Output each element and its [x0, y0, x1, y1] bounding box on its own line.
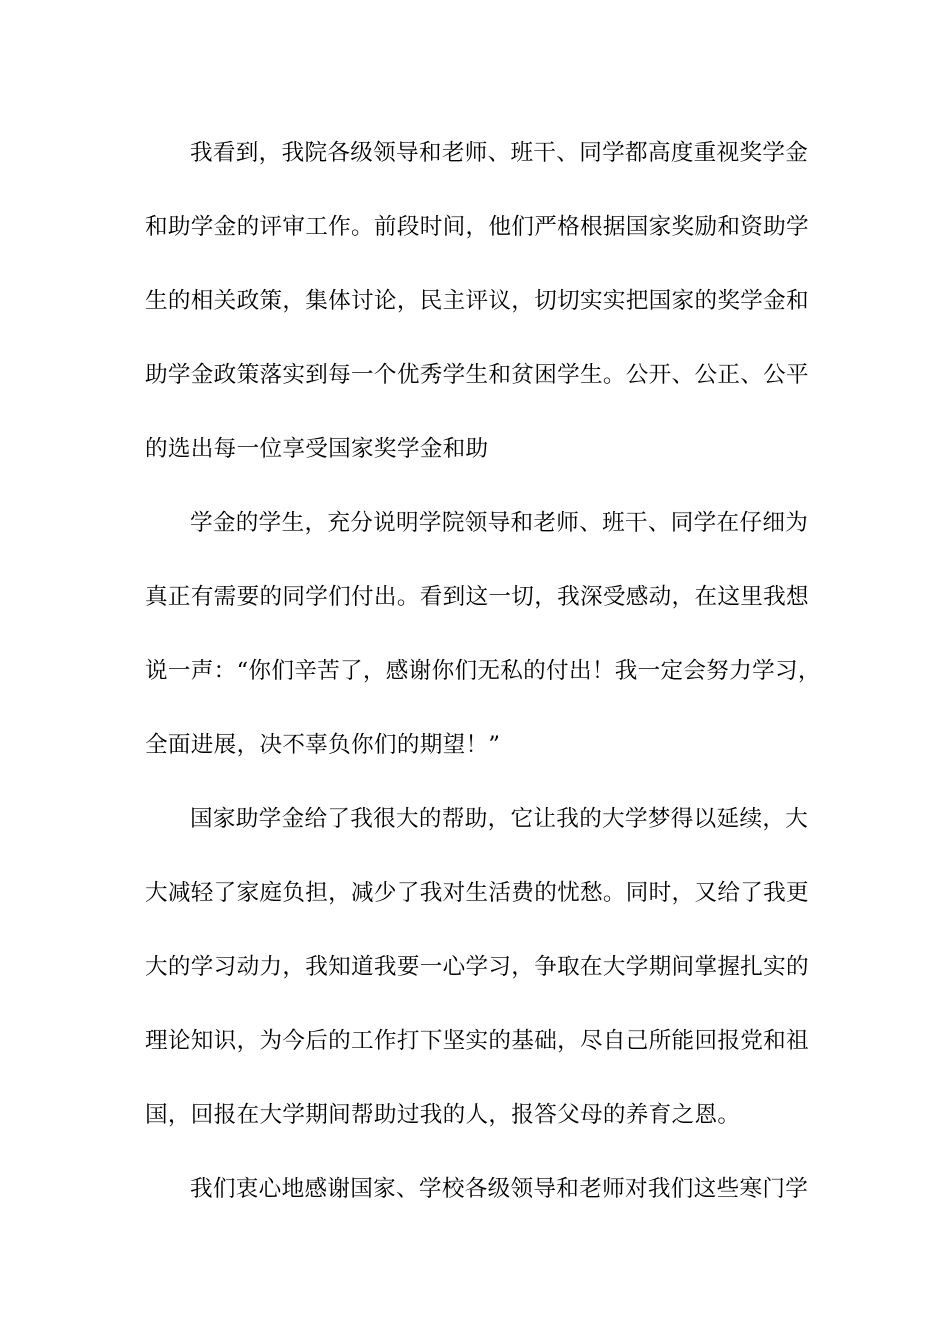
text-line: 我们衷心地感谢国家、学校各级领导和老师对我们这些寒门学: [190, 1176, 809, 1202]
text-line: 说一声：“你们辛苦了，感谢你们无私的付出！我一定会努力学习，: [145, 658, 821, 684]
text-line: 学金的学生，充分说明学院领导和老师、班干、同学在仔细为: [190, 510, 809, 536]
paragraph: [145, 131, 825, 501]
text-line: 和助学金的评审工作。前段时间，他们严格根据国家奖励和资助学: [145, 214, 809, 240]
text-line: 助学金政策落实到每一个优秀学生和贫困学生。公开、公正、公平: [145, 362, 809, 388]
text-line: 真正有需要的同学们付出。看到这一切，我深受感动，在这里我想: [145, 584, 809, 610]
text-line: 国家助学金给了我很大的帮助，它让我的大学梦得以延续，大: [190, 806, 809, 832]
text-line: 国，回报在大学期间帮助过我的人，报答父母的养育之恩。: [145, 1102, 741, 1128]
paragraph: [145, 1167, 825, 1241]
document-body: [145, 131, 825, 1241]
text-line: 的选出每一位享受国家奖学金和助: [145, 436, 489, 462]
text-line: 理论知识，为今后的工作打下坚实的基础，尽自己所能回报党和祖: [145, 1028, 809, 1054]
text-line: 全面进展，决不辜负你们的期望！”: [145, 732, 501, 758]
paragraph: [145, 501, 825, 797]
text-line: 大的学习动力，我知道我要一心学习，争取在大学期间掌握扎实的: [145, 954, 809, 980]
text-line: 生的相关政策，集体讨论，民主评议，切切实实把国家的奖学金和: [145, 288, 809, 314]
text-line: 我看到，我院各级领导和老师、班干、同学都高度重视奖学金: [190, 140, 809, 166]
paragraph: [145, 797, 825, 1167]
text-line: 大减轻了家庭负担，减少了我对生活费的忧愁。同时，又给了我更: [145, 880, 809, 906]
